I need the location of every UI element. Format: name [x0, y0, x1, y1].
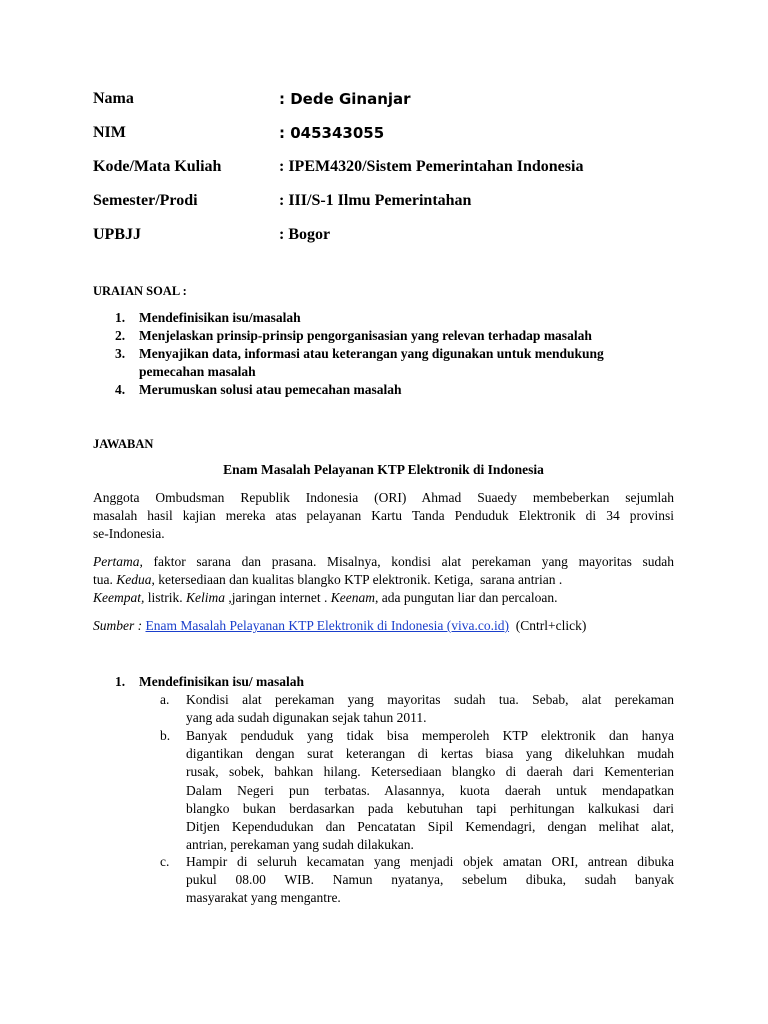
question-number: 3. [115, 346, 126, 361]
upbjj-label: UPBJJ [93, 226, 141, 243]
problems-text: faktor sarana dan prasana. Misalnya, kondisi alat perekaman yang mayoritas sudah [142, 554, 674, 569]
answer-line: Ditjen Kependudukan dan Pencatatan Sipil Kemendagri, dengan melihat alat, [186, 819, 674, 835]
problems-text: tua. [93, 572, 117, 588]
question-item [93, 381, 683, 399]
problems-paragraph [93, 553, 674, 608]
answer-line: antrian, perekaman yang sudah dilakukan. [186, 837, 414, 853]
nim-value: : 045343055 [279, 124, 385, 142]
question-item [93, 345, 683, 381]
answer-letter: a. [160, 692, 170, 707]
answer-line: masyarakat yang mengantre. [186, 890, 341, 906]
question-text-line: Menyajikan data, informasi atau keterangan yang digunakan untuk mendukung [139, 346, 604, 361]
answer-line: yang ada sudah digunakan sejak tahun 2011. [186, 710, 427, 726]
source-link[interactable]: Enam Masalah Pelayanan KTP Elektronik di Indonesia (viva.co.id) [145, 618, 510, 633]
answer-line: pukul 08.00 WIB. Namun nyatanya, sebelum dibuka, sudah banyak [186, 872, 674, 888]
answer-line: Kondisi alat perekaman yang mayoritas sudah tua. Sebab, alat perekaman [186, 692, 674, 707]
question-item [93, 327, 683, 345]
question-number: 1. [115, 310, 126, 325]
kode-label: Kode/Mata Kuliah [93, 158, 222, 175]
question-number: 2. [115, 328, 126, 343]
problems-text: , ada pungutan liar dan percaloan. [374, 590, 558, 606]
pertama-word: Pertama, [93, 554, 143, 569]
semester-value: : III/S-1 Ilmu Pemerintahan [279, 192, 472, 209]
intro-line: se-Indonesia. [93, 526, 165, 542]
question-list [93, 309, 683, 399]
article-title: Enam Masalah Pelayanan KTP Elektronik di Indonesia [223, 462, 544, 477]
intro-line: Anggota Ombudsman Republik Indonesia (ORI) Ahmad Suaedy membeberkan sejumlah [93, 490, 674, 505]
uraian-heading: URAIAN SOAL : [93, 284, 187, 298]
nama-label: Nama [93, 90, 134, 107]
answer-line: digantikan dengan surat keterangan di kertas biasa yang dikeluhkan mudah [186, 746, 674, 762]
question-number: 4. [115, 382, 126, 397]
nim-label: NIM [93, 124, 126, 141]
answer-line: Hampir di seluruh kecamatan yang menjadi objek amatan ORI, antrean dibuka [186, 854, 674, 869]
question-text: Merumuskan solusi atau pemecahan masalah [139, 382, 402, 397]
problems-text: listrik. [144, 590, 187, 606]
answer-body [186, 691, 674, 727]
source-line [93, 617, 674, 635]
problems-line [93, 589, 674, 607]
problems-text: ,jaringan internet . [225, 590, 331, 606]
upbjj-value: : Bogor [279, 226, 331, 243]
problems-line [93, 571, 674, 589]
source-label: Sumber : [93, 618, 146, 633]
answer-body [186, 853, 674, 908]
answer-1-heading [115, 673, 305, 691]
question-text-line: pemecahan masalah [139, 364, 256, 379]
source-hint: (Cntrl+click) [509, 618, 587, 633]
answer-line: blangko bukan berdasarkan pada kebutuhan tapi perhitungan kalkukasi dari [186, 800, 674, 816]
keenam-word: Keenam [330, 590, 375, 606]
answer-1-number: 1. [115, 674, 126, 689]
answer-line: Banyak penduduk yang tidak bisa memperoleh KTP elektronik dan hanya [186, 728, 674, 743]
answer-line: Dalam Negeri pun terbatas. Alasannya, kuota daerah untuk mendapatkan [186, 782, 674, 798]
kedua-word: Kedua [116, 572, 152, 588]
kode-value: : IPEM4320/Sistem Pemerintahan Indonesia [279, 158, 584, 175]
problems-line [93, 553, 674, 571]
problems-text: , ketersediaan dan kualitas blangko KTP elektronik. Ketiga, sarana antrian . [151, 572, 563, 588]
nama-value: : Dede Ginanjar [279, 90, 411, 108]
answer-1-title: Mendefinisikan isu/ masalah [139, 674, 305, 689]
kelima-word: Kelima [186, 590, 226, 606]
answer-line: rusak, sobek, bahkan hilang. Ketersediaan blangko di daerah dari Kementerian [186, 764, 674, 780]
question-item [93, 309, 683, 327]
intro-paragraph [93, 489, 674, 544]
keempat-word: Keempat, [93, 590, 145, 606]
answer-letter: c. [160, 854, 170, 869]
answer-body [186, 727, 674, 854]
answer-letter: b. [160, 728, 171, 743]
semester-label: Semester/Prodi [93, 192, 198, 209]
intro-line: masalah hasil kajian mereka atas pelayanan Kartu Tanda Penduduk Elektronik di 34 provinsi [93, 508, 674, 524]
question-text: Mendefinisikan isu/masalah [139, 310, 301, 325]
jawaban-heading: JAWABAN [93, 437, 154, 451]
question-text: Menjelaskan prinsip-prinsip pengorganisasian yang relevan terhadap masalah [139, 328, 592, 343]
